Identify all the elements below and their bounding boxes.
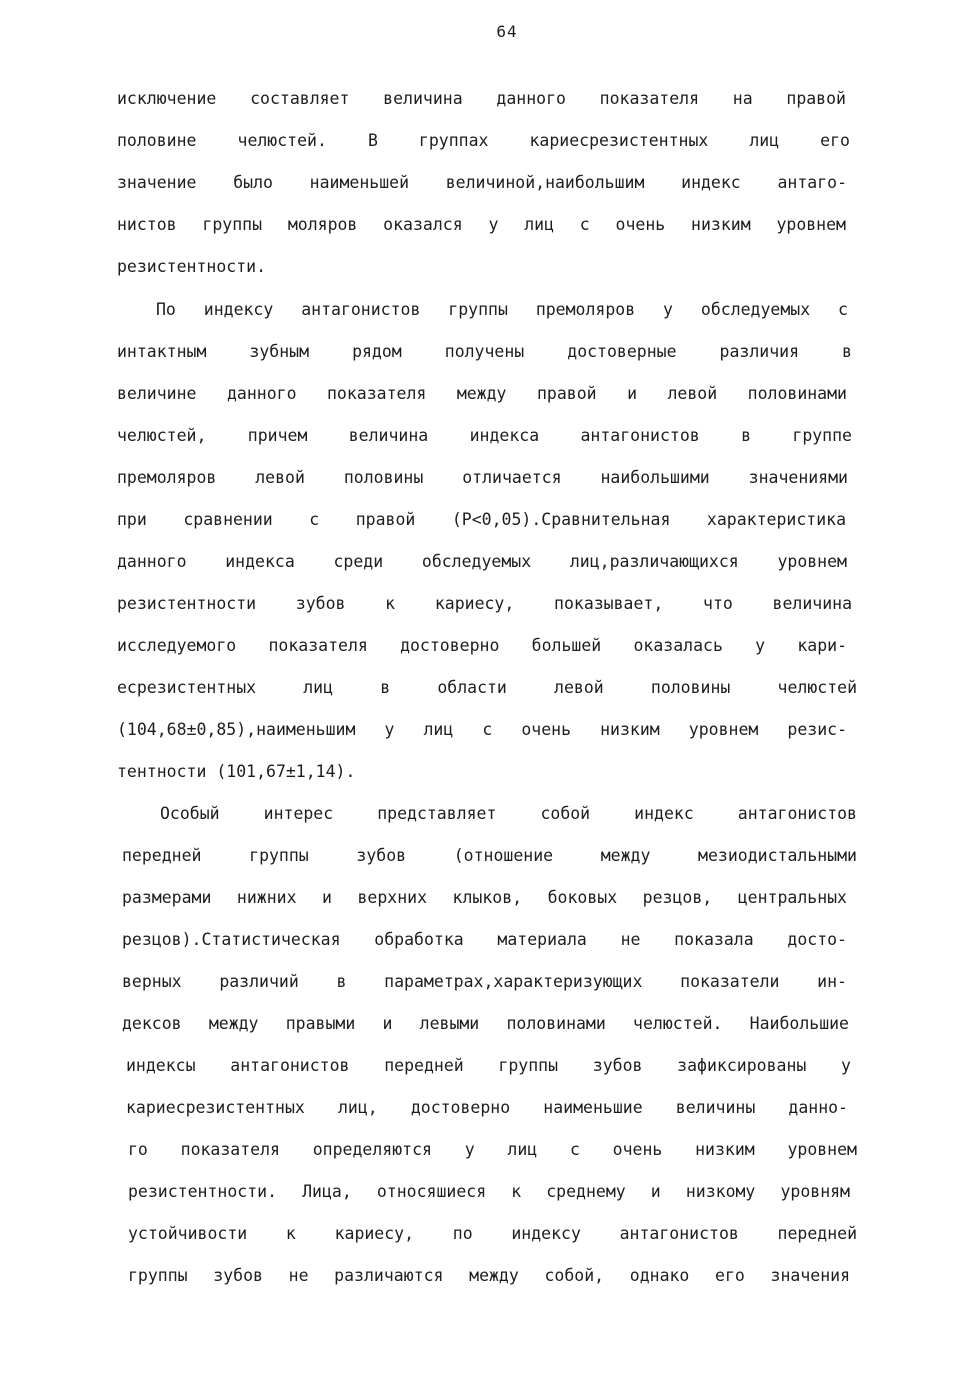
text-line: резцов).Статистическая обработка материала не показала досто- [122, 930, 847, 949]
text-line: исследуемого показателя достоверно большей оказалась у кари- [117, 636, 847, 655]
text-line: данного индекса среди обследуемых лиц,различающихся уровнем [117, 552, 847, 571]
text-line: премоляров левой половины отличается наибольшими значениями [117, 468, 848, 487]
text-line: резистентности зубов к кариесу, показывает, что величина [117, 594, 852, 613]
text-line: величине данного показателя между правой и левой половинами [117, 384, 847, 403]
text-line: при сравнении с правой (P<0,05).Сравнительная характеристика [117, 510, 846, 529]
text-line: группы зубов не различаются между собой, однако его значения [128, 1266, 850, 1285]
text-line: челюстей, причем величина индекса антагонистов в группе [117, 426, 852, 445]
text-line: устойчивости к кариесу, по индексу антагонистов передней [128, 1224, 857, 1243]
text-line: го показателя определяются у лиц с очень низким уровнем [128, 1140, 857, 1159]
text-line: есрезистентных лиц в области левой половины челюстей [117, 678, 857, 697]
text-line: верных различий в параметрах,характеризующих показатели ин- [122, 972, 847, 991]
text-line: интактным зубным рядом получены достоверные различия в [117, 342, 852, 361]
text-line: дексов между правыми и левыми половинами челюстей. Наибольшие [122, 1014, 849, 1033]
text-line: половине челюстей. В группах кариесрезистентных лиц его [117, 131, 850, 150]
text-line: резистентности. Лица, относяшиеся к среднему и низкому уровням [128, 1182, 850, 1201]
text-line: тентности (101,67±1,14). [117, 762, 356, 781]
text-line: размерами нижних и верхних клыков, боковых резцов, центральных [122, 888, 847, 907]
text-line: По индексу антагонистов группы премоляров у обследуемых с [156, 300, 848, 319]
page-number: 64 [496, 22, 518, 41]
text-line: (104,68±0,85),наименьшим у лиц с очень низким уровнем резис- [117, 720, 847, 739]
text-line: значение было наименьшей величиной,наибольшим индекс антаго- [117, 173, 847, 192]
text-line: резистентности. [117, 257, 267, 276]
text-line: кариесрезистентных лиц, достоверно наименьшие величины данно- [126, 1098, 848, 1117]
text-line: нистов группы моляров оказался у лиц с очень низким уровнем [117, 215, 846, 234]
text-line: передней группы зубов (отношение между мезиодистальными [122, 846, 857, 865]
text-line: индексы антагонистов передней группы зубов зафиксированы у [126, 1056, 851, 1075]
text-line: исключение составляет величина данного показателя на правой [117, 89, 846, 108]
text-line: Особый интерес представляет собой индекс антагонистов [160, 804, 857, 823]
